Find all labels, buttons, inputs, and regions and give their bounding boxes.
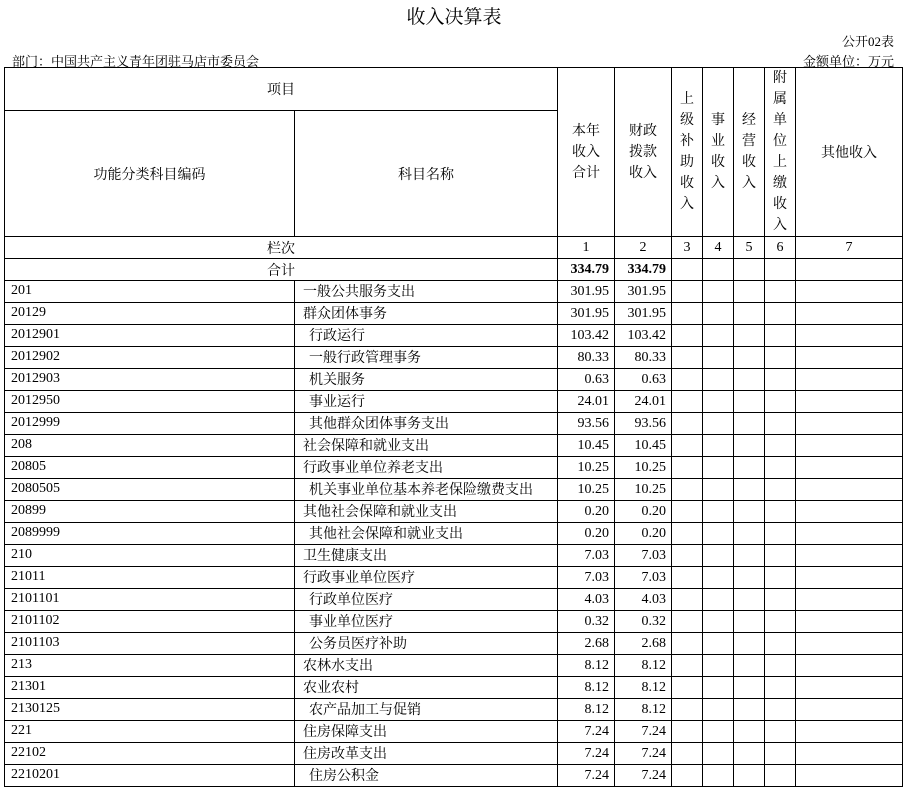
row-subject-name: 其他群众团体事务支出 xyxy=(295,413,558,435)
empty-cell xyxy=(703,545,734,567)
empty-cell xyxy=(703,765,734,787)
empty-cell xyxy=(796,435,903,457)
row-code: 208 xyxy=(5,435,295,457)
empty-cell xyxy=(765,501,796,523)
empty-cell xyxy=(765,435,796,457)
row-total-income: 0.32 xyxy=(558,611,615,633)
row-total-income: 4.03 xyxy=(558,589,615,611)
row-fiscal-income: 301.95 xyxy=(615,303,672,325)
empty-cell xyxy=(734,677,765,699)
row-fiscal-income: 93.56 xyxy=(615,413,672,435)
total-label: 合计 xyxy=(5,259,558,281)
empty-cell xyxy=(765,589,796,611)
row-total-income: 10.25 xyxy=(558,457,615,479)
table-body xyxy=(5,281,903,787)
empty-cell xyxy=(672,567,703,589)
empty-cell xyxy=(796,589,903,611)
empty-cell xyxy=(796,611,903,633)
empty-cell xyxy=(796,501,903,523)
row-code: 221 xyxy=(5,721,295,743)
header-superior-subsidy: 上级补助收入 xyxy=(672,68,703,237)
empty-cell xyxy=(703,633,734,655)
row-fiscal-income: 7.24 xyxy=(615,765,672,787)
total-row xyxy=(5,259,903,281)
form-code: 公开02表 xyxy=(841,34,894,49)
table-row xyxy=(5,369,903,391)
empty-cell xyxy=(703,589,734,611)
empty-cell xyxy=(765,281,796,303)
empty-cell xyxy=(765,765,796,787)
empty-cell xyxy=(734,259,765,281)
header-affiliated-income: 附属单位上缴收入 xyxy=(765,68,796,237)
empty-cell xyxy=(703,743,734,765)
table-row xyxy=(5,391,903,413)
column-number: 7 xyxy=(796,237,903,259)
row-code: 22102 xyxy=(5,743,295,765)
empty-cell xyxy=(703,501,734,523)
empty-cell xyxy=(734,479,765,501)
empty-cell xyxy=(734,523,765,545)
empty-cell xyxy=(734,765,765,787)
row-fiscal-income: 8.12 xyxy=(615,655,672,677)
table-row xyxy=(5,655,903,677)
empty-cell xyxy=(703,567,734,589)
header-operating-income: 经营收入 xyxy=(734,68,765,237)
row-total-income: 301.95 xyxy=(558,303,615,325)
table-row xyxy=(5,457,903,479)
empty-cell xyxy=(796,633,903,655)
header-other-income: 其他收入 xyxy=(796,68,903,237)
empty-cell xyxy=(672,281,703,303)
empty-cell xyxy=(734,325,765,347)
empty-cell xyxy=(765,523,796,545)
empty-cell xyxy=(734,589,765,611)
row-total-income: 80.33 xyxy=(558,347,615,369)
row-code: 20899 xyxy=(5,501,295,523)
empty-cell xyxy=(765,567,796,589)
empty-cell xyxy=(734,545,765,567)
empty-cell xyxy=(734,347,765,369)
row-code: 2101101 xyxy=(5,589,295,611)
column-number-row xyxy=(5,237,903,259)
row-code: 2012903 xyxy=(5,369,295,391)
empty-cell xyxy=(734,611,765,633)
row-subject-name: 公务员医疗补助 xyxy=(295,633,558,655)
table-row xyxy=(5,743,903,765)
row-code: 213 xyxy=(5,655,295,677)
empty-cell xyxy=(703,721,734,743)
empty-cell xyxy=(672,765,703,787)
empty-cell xyxy=(672,611,703,633)
empty-cell xyxy=(672,259,703,281)
table-row xyxy=(5,545,903,567)
empty-cell xyxy=(796,743,903,765)
header-total-income: 本年收入合计 xyxy=(558,68,615,237)
header-subject-name: 科目名称 xyxy=(295,111,558,237)
empty-cell xyxy=(703,347,734,369)
row-fiscal-income: 8.12 xyxy=(615,677,672,699)
total-fiscal-value: 334.79 xyxy=(615,259,672,281)
empty-cell xyxy=(734,633,765,655)
column-number-label: 栏次 xyxy=(5,237,558,259)
row-total-income: 7.03 xyxy=(558,545,615,567)
row-fiscal-income: 8.12 xyxy=(615,699,672,721)
empty-cell xyxy=(703,523,734,545)
empty-cell xyxy=(734,721,765,743)
row-total-income: 7.24 xyxy=(558,743,615,765)
row-code: 21011 xyxy=(5,567,295,589)
row-subject-name: 住房改革支出 xyxy=(295,743,558,765)
department-label: 部门：中国共产主义青年团驻马店市委员会 xyxy=(12,55,260,70)
empty-cell xyxy=(796,281,903,303)
row-subject-name: 一般公共服务支出 xyxy=(295,281,558,303)
row-subject-name: 一般行政管理事务 xyxy=(295,347,558,369)
row-total-income: 8.12 xyxy=(558,677,615,699)
row-fiscal-income: 301.95 xyxy=(615,281,672,303)
table-row xyxy=(5,699,903,721)
column-number: 1 xyxy=(558,237,615,259)
row-fiscal-income: 10.25 xyxy=(615,479,672,501)
row-fiscal-income: 7.24 xyxy=(615,721,672,743)
table-row xyxy=(5,633,903,655)
empty-cell xyxy=(703,699,734,721)
row-code: 2012950 xyxy=(5,391,295,413)
row-code: 2089999 xyxy=(5,523,295,545)
empty-cell xyxy=(765,391,796,413)
page-title: 收入决算表 xyxy=(406,6,502,28)
empty-cell xyxy=(765,743,796,765)
empty-cell xyxy=(703,655,734,677)
empty-cell xyxy=(765,259,796,281)
row-subject-name: 行政运行 xyxy=(295,325,558,347)
row-subject-name: 事业运行 xyxy=(295,391,558,413)
row-subject-name: 农业农村 xyxy=(295,677,558,699)
empty-cell xyxy=(672,457,703,479)
row-total-income: 24.01 xyxy=(558,391,615,413)
table-row xyxy=(5,435,903,457)
row-fiscal-income: 7.03 xyxy=(615,567,672,589)
row-fiscal-income: 4.03 xyxy=(615,589,672,611)
empty-cell xyxy=(703,413,734,435)
empty-cell xyxy=(672,391,703,413)
empty-cell xyxy=(703,677,734,699)
row-code: 2101102 xyxy=(5,611,295,633)
table-row xyxy=(5,281,903,303)
empty-cell xyxy=(796,655,903,677)
row-fiscal-income: 10.25 xyxy=(615,457,672,479)
row-fiscal-income: 7.03 xyxy=(615,545,672,567)
empty-cell xyxy=(703,391,734,413)
column-number: 3 xyxy=(672,237,703,259)
row-subject-name: 行政事业单位养老支出 xyxy=(295,457,558,479)
empty-cell xyxy=(796,765,903,787)
empty-cell xyxy=(765,655,796,677)
empty-cell xyxy=(672,435,703,457)
column-number: 6 xyxy=(765,237,796,259)
empty-cell xyxy=(796,567,903,589)
row-fiscal-income: 0.32 xyxy=(615,611,672,633)
empty-cell xyxy=(796,369,903,391)
row-subject-name: 机关事业单位基本养老保险缴费支出 xyxy=(295,479,558,501)
row-fiscal-income: 0.20 xyxy=(615,523,672,545)
empty-cell xyxy=(672,677,703,699)
row-code: 2012999 xyxy=(5,413,295,435)
empty-cell xyxy=(672,369,703,391)
row-code: 20805 xyxy=(5,457,295,479)
row-code: 20129 xyxy=(5,303,295,325)
empty-cell xyxy=(765,721,796,743)
amount-unit-label: 金额单位：万元 xyxy=(802,55,894,70)
row-code: 21301 xyxy=(5,677,295,699)
row-code: 2012902 xyxy=(5,347,295,369)
table-row xyxy=(5,501,903,523)
empty-cell xyxy=(765,611,796,633)
empty-cell xyxy=(734,435,765,457)
empty-cell xyxy=(734,655,765,677)
empty-cell xyxy=(734,391,765,413)
header-func-code: 功能分类科目编码 xyxy=(5,111,295,237)
empty-cell xyxy=(796,721,903,743)
empty-cell xyxy=(734,413,765,435)
empty-cell xyxy=(703,303,734,325)
row-subject-name: 社会保障和就业支出 xyxy=(295,435,558,457)
empty-cell xyxy=(734,457,765,479)
table-row xyxy=(5,721,903,743)
income-table xyxy=(4,67,903,787)
empty-cell xyxy=(734,743,765,765)
header-business-income: 事业收入 xyxy=(703,68,734,237)
row-total-income: 7.03 xyxy=(558,567,615,589)
empty-cell xyxy=(672,699,703,721)
row-total-income: 10.25 xyxy=(558,479,615,501)
row-subject-name: 住房保障支出 xyxy=(295,721,558,743)
empty-cell xyxy=(796,479,903,501)
table-row xyxy=(5,479,903,501)
empty-cell xyxy=(703,479,734,501)
empty-cell xyxy=(765,633,796,655)
header-fiscal-income: 财政拨款收入 xyxy=(615,68,672,237)
row-total-income: 103.42 xyxy=(558,325,615,347)
empty-cell xyxy=(734,699,765,721)
empty-cell xyxy=(703,281,734,303)
row-total-income: 0.20 xyxy=(558,523,615,545)
row-total-income: 0.63 xyxy=(558,369,615,391)
empty-cell xyxy=(765,677,796,699)
empty-cell xyxy=(796,699,903,721)
table-row xyxy=(5,325,903,347)
column-number: 4 xyxy=(703,237,734,259)
empty-cell xyxy=(734,303,765,325)
table-row xyxy=(5,567,903,589)
column-number: 5 xyxy=(734,237,765,259)
empty-cell xyxy=(765,479,796,501)
empty-cell xyxy=(703,457,734,479)
empty-cell xyxy=(672,325,703,347)
table-row xyxy=(5,303,903,325)
empty-cell xyxy=(765,545,796,567)
empty-cell xyxy=(765,699,796,721)
row-code: 2012901 xyxy=(5,325,295,347)
row-total-income: 0.20 xyxy=(558,501,615,523)
empty-cell xyxy=(765,325,796,347)
empty-cell xyxy=(765,303,796,325)
row-total-income: 10.45 xyxy=(558,435,615,457)
empty-cell xyxy=(703,325,734,347)
row-fiscal-income: 10.45 xyxy=(615,435,672,457)
table-row xyxy=(5,589,903,611)
empty-cell xyxy=(672,721,703,743)
row-code: 2210201 xyxy=(5,765,295,787)
empty-cell xyxy=(796,457,903,479)
row-fiscal-income: 80.33 xyxy=(615,347,672,369)
empty-cell xyxy=(796,545,903,567)
header-item: 项目 xyxy=(5,68,558,111)
row-subject-name: 农产品加工与促销 xyxy=(295,699,558,721)
empty-cell xyxy=(734,369,765,391)
empty-cell xyxy=(672,633,703,655)
row-fiscal-income: 2.68 xyxy=(615,633,672,655)
empty-cell xyxy=(672,479,703,501)
row-code: 2101103 xyxy=(5,633,295,655)
empty-cell xyxy=(703,435,734,457)
empty-cell xyxy=(703,369,734,391)
empty-cell xyxy=(672,655,703,677)
empty-cell xyxy=(765,347,796,369)
row-code: 2130125 xyxy=(5,699,295,721)
empty-cell xyxy=(672,589,703,611)
row-subject-name: 住房公积金 xyxy=(295,765,558,787)
table-row xyxy=(5,523,903,545)
row-fiscal-income: 0.20 xyxy=(615,501,672,523)
empty-cell xyxy=(796,347,903,369)
empty-cell xyxy=(796,303,903,325)
empty-cell xyxy=(672,501,703,523)
table-row xyxy=(5,347,903,369)
empty-cell xyxy=(796,259,903,281)
row-fiscal-income: 0.63 xyxy=(615,369,672,391)
row-subject-name: 群众团体事务 xyxy=(295,303,558,325)
empty-cell xyxy=(672,523,703,545)
row-total-income: 8.12 xyxy=(558,655,615,677)
row-code: 201 xyxy=(5,281,295,303)
row-subject-name: 农林水支出 xyxy=(295,655,558,677)
empty-cell xyxy=(734,501,765,523)
empty-cell xyxy=(796,677,903,699)
column-number: 2 xyxy=(615,237,672,259)
row-subject-name: 事业单位医疗 xyxy=(295,611,558,633)
table-row xyxy=(5,413,903,435)
empty-cell xyxy=(672,303,703,325)
empty-cell xyxy=(672,347,703,369)
empty-cell xyxy=(796,413,903,435)
empty-cell xyxy=(703,259,734,281)
row-subject-name: 其他社会保障和就业支出 xyxy=(295,523,558,545)
row-total-income: 2.68 xyxy=(558,633,615,655)
row-total-income: 93.56 xyxy=(558,413,615,435)
empty-cell xyxy=(703,611,734,633)
table-row xyxy=(5,677,903,699)
empty-cell xyxy=(765,369,796,391)
row-fiscal-income: 7.24 xyxy=(615,743,672,765)
row-fiscal-income: 103.42 xyxy=(615,325,672,347)
row-total-income: 7.24 xyxy=(558,765,615,787)
empty-cell xyxy=(672,413,703,435)
empty-cell xyxy=(765,413,796,435)
row-subject-name: 机关服务 xyxy=(295,369,558,391)
row-subject-name: 行政单位医疗 xyxy=(295,589,558,611)
empty-cell xyxy=(796,325,903,347)
table-row xyxy=(5,611,903,633)
row-total-income: 8.12 xyxy=(558,699,615,721)
table-row xyxy=(5,765,903,787)
row-total-income: 301.95 xyxy=(558,281,615,303)
row-code: 210 xyxy=(5,545,295,567)
total-income-value: 334.79 xyxy=(558,259,615,281)
empty-cell xyxy=(796,391,903,413)
empty-cell xyxy=(672,545,703,567)
row-subject-name: 卫生健康支出 xyxy=(295,545,558,567)
row-total-income: 7.24 xyxy=(558,721,615,743)
row-subject-name: 其他社会保障和就业支出 xyxy=(295,501,558,523)
row-code: 2080505 xyxy=(5,479,295,501)
empty-cell xyxy=(734,281,765,303)
row-fiscal-income: 24.01 xyxy=(615,391,672,413)
empty-cell xyxy=(796,523,903,545)
empty-cell xyxy=(672,743,703,765)
table-header xyxy=(5,68,903,281)
empty-cell xyxy=(765,457,796,479)
row-subject-name: 行政事业单位医疗 xyxy=(295,567,558,589)
empty-cell xyxy=(734,567,765,589)
